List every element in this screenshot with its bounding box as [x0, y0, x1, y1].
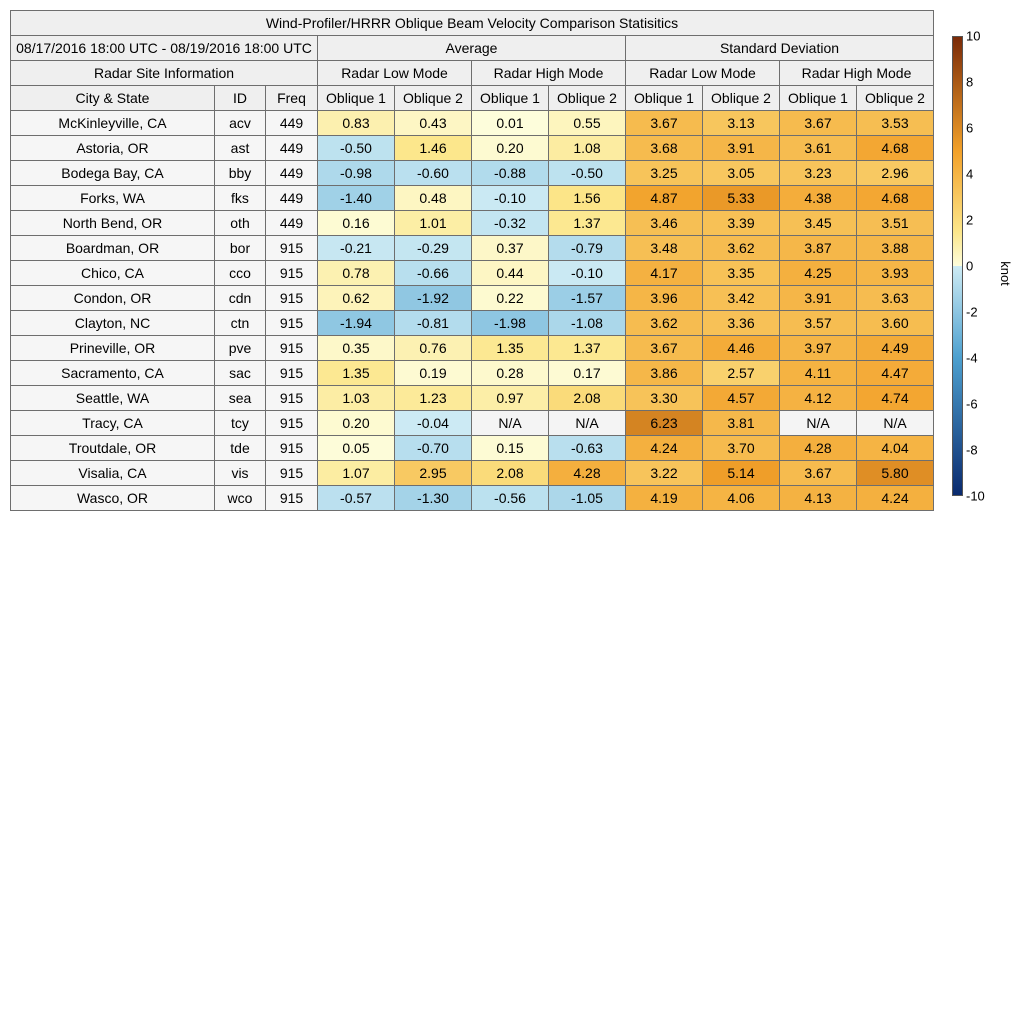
site-cell-id: bor [215, 236, 266, 261]
value-cell: 3.63 [857, 286, 934, 311]
mode-header-avg-high: Radar High Mode [472, 61, 626, 86]
value-cell: 0.55 [549, 111, 626, 136]
value-cell: 0.37 [472, 236, 549, 261]
value-cell: 1.23 [395, 386, 472, 411]
table-row [11, 186, 934, 211]
value-cell: N/A [780, 411, 857, 436]
value-cell: 3.25 [626, 161, 703, 186]
value-cell: 4.68 [857, 186, 934, 211]
value-cell: 0.78 [318, 261, 395, 286]
site-cell-freq: 915 [266, 311, 318, 336]
value-cell: 3.91 [703, 136, 780, 161]
value-cell: 2.96 [857, 161, 934, 186]
value-cell: 3.67 [626, 336, 703, 361]
value-cell: 4.87 [626, 186, 703, 211]
value-cell: -0.98 [318, 161, 395, 186]
value-cell: 3.96 [626, 286, 703, 311]
value-cell: 3.87 [780, 236, 857, 261]
value-cell: -1.57 [549, 286, 626, 311]
site-cell-freq: 449 [266, 136, 318, 161]
site-cell-name: Seattle, WA [11, 386, 215, 411]
value-cell: 4.17 [626, 261, 703, 286]
value-cell: 3.42 [703, 286, 780, 311]
value-cell: -0.10 [549, 261, 626, 286]
column-header: City & State [11, 86, 215, 111]
table-row [11, 286, 934, 311]
value-cell: -0.50 [318, 136, 395, 161]
site-cell-id: tcy [215, 411, 266, 436]
value-cell: 0.17 [549, 361, 626, 386]
value-cell: 3.97 [780, 336, 857, 361]
site-cell-freq: 915 [266, 261, 318, 286]
site-cell-name: North Bend, OR [11, 211, 215, 236]
table-row [11, 261, 934, 286]
group-std-header: Standard Deviation [626, 36, 934, 61]
site-cell-name: Chico, CA [11, 261, 215, 286]
value-cell: 0.05 [318, 436, 395, 461]
value-cell: 3.57 [780, 311, 857, 336]
site-cell-id: sea [215, 386, 266, 411]
value-cell: -1.92 [395, 286, 472, 311]
value-cell: -0.50 [549, 161, 626, 186]
value-cell: -0.70 [395, 436, 472, 461]
table-row [11, 161, 934, 186]
value-cell: -0.66 [395, 261, 472, 286]
column-header: Oblique 1 [472, 86, 549, 111]
value-cell: -0.21 [318, 236, 395, 261]
value-cell: -1.40 [318, 186, 395, 211]
value-cell: 1.07 [318, 461, 395, 486]
site-cell-id: sac [215, 361, 266, 386]
value-cell: -0.56 [472, 486, 549, 511]
value-cell: -0.79 [549, 236, 626, 261]
value-cell: 2.57 [703, 361, 780, 386]
site-cell-freq: 915 [266, 461, 318, 486]
value-cell: 3.86 [626, 361, 703, 386]
table-row [11, 386, 934, 411]
site-cell-id: cco [215, 261, 266, 286]
value-cell: 4.12 [780, 386, 857, 411]
value-cell: 4.04 [857, 436, 934, 461]
value-cell: 3.51 [857, 211, 934, 236]
value-cell: 3.70 [703, 436, 780, 461]
colorbar [952, 36, 963, 496]
value-cell: 1.03 [318, 386, 395, 411]
table-row [11, 236, 934, 261]
site-cell-id: tde [215, 436, 266, 461]
value-cell: 4.28 [780, 436, 857, 461]
column-header: Oblique 2 [703, 86, 780, 111]
value-cell: 0.43 [395, 111, 472, 136]
table-row [11, 136, 934, 161]
value-cell: 4.06 [703, 486, 780, 511]
value-cell: 3.05 [703, 161, 780, 186]
value-cell: 1.35 [318, 361, 395, 386]
colorbar-tick-label: 10 [966, 28, 981, 44]
value-cell: 3.23 [780, 161, 857, 186]
value-cell: 1.01 [395, 211, 472, 236]
table-row [11, 211, 934, 236]
value-cell: 4.74 [857, 386, 934, 411]
colorbar-tick-label: 0 [966, 258, 974, 274]
colorbar-tick-label: 6 [966, 120, 974, 136]
value-cell: 3.45 [780, 211, 857, 236]
site-cell-name: Wasco, OR [11, 486, 215, 511]
value-cell: 1.56 [549, 186, 626, 211]
value-cell: 3.60 [857, 311, 934, 336]
value-cell: 3.61 [780, 136, 857, 161]
value-cell: 5.80 [857, 461, 934, 486]
table-row [11, 436, 934, 461]
column-header: Freq [266, 86, 318, 111]
column-header: Oblique 2 [549, 86, 626, 111]
value-cell: -1.08 [549, 311, 626, 336]
value-cell: 4.46 [703, 336, 780, 361]
column-header: Oblique 1 [626, 86, 703, 111]
value-cell: 0.97 [472, 386, 549, 411]
value-cell: 3.81 [703, 411, 780, 436]
colorbar-tick-label: -6 [966, 396, 978, 412]
column-header: Oblique 1 [780, 86, 857, 111]
value-cell: 3.62 [626, 311, 703, 336]
site-cell-freq: 449 [266, 186, 318, 211]
value-cell: 4.49 [857, 336, 934, 361]
value-cell: 4.28 [549, 461, 626, 486]
value-cell: 4.11 [780, 361, 857, 386]
value-cell: N/A [472, 411, 549, 436]
site-cell-name: Tracy, CA [11, 411, 215, 436]
value-cell: 0.15 [472, 436, 549, 461]
table-title: Wind-Profiler/HRRR Oblique Beam Velocity Comparison Statisitics [11, 11, 934, 36]
value-cell: N/A [549, 411, 626, 436]
value-cell: 3.39 [703, 211, 780, 236]
value-cell: 0.16 [318, 211, 395, 236]
value-cell: 0.28 [472, 361, 549, 386]
colorbar-tick-label: -10 [966, 488, 985, 504]
mode-header-std-low: Radar Low Mode [626, 61, 780, 86]
value-cell: 4.25 [780, 261, 857, 286]
table-row [11, 336, 934, 361]
site-cell-name: Sacramento, CA [11, 361, 215, 386]
site-cell-id: ctn [215, 311, 266, 336]
value-cell: 3.91 [780, 286, 857, 311]
site-cell-id: wco [215, 486, 266, 511]
table-row [11, 461, 934, 486]
site-cell-freq: 449 [266, 211, 318, 236]
value-cell: 0.20 [318, 411, 395, 436]
column-header: Oblique 1 [318, 86, 395, 111]
value-cell: 2.95 [395, 461, 472, 486]
value-cell: 3.93 [857, 261, 934, 286]
value-cell: 3.67 [780, 461, 857, 486]
value-cell: 3.88 [857, 236, 934, 261]
site-cell-freq: 915 [266, 286, 318, 311]
site-cell-name: Astoria, OR [11, 136, 215, 161]
value-cell: 5.33 [703, 186, 780, 211]
value-cell: 3.67 [626, 111, 703, 136]
column-header: Oblique 2 [857, 86, 934, 111]
site-cell-freq: 449 [266, 111, 318, 136]
value-cell: 4.57 [703, 386, 780, 411]
column-header: Oblique 2 [395, 86, 472, 111]
colorbar-tick-label: 2 [966, 212, 974, 228]
value-cell: 0.22 [472, 286, 549, 311]
site-cell-name: Bodega Bay, CA [11, 161, 215, 186]
table-row [11, 311, 934, 336]
column-header: ID [215, 86, 266, 111]
value-cell: 0.83 [318, 111, 395, 136]
value-cell: 1.35 [472, 336, 549, 361]
value-cell: -0.29 [395, 236, 472, 261]
value-cell: 0.19 [395, 361, 472, 386]
site-cell-name: Prineville, OR [11, 336, 215, 361]
value-cell: 0.20 [472, 136, 549, 161]
value-cell: 4.47 [857, 361, 934, 386]
value-cell: -1.05 [549, 486, 626, 511]
value-cell: 5.14 [703, 461, 780, 486]
value-cell: -0.63 [549, 436, 626, 461]
site-cell-freq: 915 [266, 436, 318, 461]
value-cell: 0.62 [318, 286, 395, 311]
statistics-table [10, 10, 934, 511]
value-cell: 4.24 [626, 436, 703, 461]
value-cell: 4.68 [857, 136, 934, 161]
colorbar-tick-label: -4 [966, 350, 978, 366]
site-cell-name: Visalia, CA [11, 461, 215, 486]
value-cell: -0.32 [472, 211, 549, 236]
site-cell-id: pve [215, 336, 266, 361]
site-cell-name: McKinleyville, CA [11, 111, 215, 136]
value-cell: 3.30 [626, 386, 703, 411]
value-cell: 6.23 [626, 411, 703, 436]
table-row [11, 486, 934, 511]
site-cell-id: bby [215, 161, 266, 186]
value-cell: 3.46 [626, 211, 703, 236]
site-cell-freq: 915 [266, 361, 318, 386]
site-cell-id: acv [215, 111, 266, 136]
site-info-header: Radar Site Information [11, 61, 318, 86]
value-cell: 0.44 [472, 261, 549, 286]
date-range: 08/17/2016 18:00 UTC - 08/19/2016 18:00 UTC [11, 36, 318, 61]
value-cell: 1.37 [549, 211, 626, 236]
value-cell: 3.67 [780, 111, 857, 136]
value-cell: 4.24 [857, 486, 934, 511]
value-cell: 0.76 [395, 336, 472, 361]
table-row [11, 111, 934, 136]
site-cell-freq: 915 [266, 411, 318, 436]
value-cell: 3.22 [626, 461, 703, 486]
site-cell-name: Troutdale, OR [11, 436, 215, 461]
site-cell-id: fks [215, 186, 266, 211]
mode-header-avg-low: Radar Low Mode [318, 61, 472, 86]
value-cell: -0.57 [318, 486, 395, 511]
site-cell-freq: 449 [266, 161, 318, 186]
site-cell-freq: 915 [266, 486, 318, 511]
site-cell-name: Forks, WA [11, 186, 215, 211]
value-cell: 3.35 [703, 261, 780, 286]
value-cell: 3.62 [703, 236, 780, 261]
value-cell: -1.30 [395, 486, 472, 511]
value-cell: 1.37 [549, 336, 626, 361]
value-cell: -0.10 [472, 186, 549, 211]
colorbar-tick-label: -2 [966, 304, 978, 320]
site-cell-id: cdn [215, 286, 266, 311]
table-row [11, 411, 934, 436]
colorbar-tick-label: 4 [966, 166, 974, 182]
site-cell-freq: 915 [266, 236, 318, 261]
value-cell: 0.48 [395, 186, 472, 211]
value-cell: 1.08 [549, 136, 626, 161]
colorbar-tick-label: -8 [966, 442, 978, 458]
group-average-header: Average [318, 36, 626, 61]
value-cell: 0.01 [472, 111, 549, 136]
value-cell: -1.94 [318, 311, 395, 336]
value-cell: 2.08 [472, 461, 549, 486]
colorbar-tick-label: 8 [966, 74, 974, 90]
value-cell: 0.35 [318, 336, 395, 361]
value-cell: -0.88 [472, 161, 549, 186]
value-cell: 3.13 [703, 111, 780, 136]
colorbar-label: knot [997, 261, 1013, 286]
site-cell-id: vis [215, 461, 266, 486]
table-row [11, 361, 934, 386]
value-cell: N/A [857, 411, 934, 436]
site-cell-id: oth [215, 211, 266, 236]
mode-header-std-high: Radar High Mode [780, 61, 934, 86]
value-cell: 2.08 [549, 386, 626, 411]
value-cell: 4.19 [626, 486, 703, 511]
site-cell-name: Condon, OR [11, 286, 215, 311]
value-cell: -0.60 [395, 161, 472, 186]
value-cell: 4.38 [780, 186, 857, 211]
site-cell-freq: 915 [266, 336, 318, 361]
site-cell-name: Boardman, OR [11, 236, 215, 261]
value-cell: 3.68 [626, 136, 703, 161]
value-cell: -0.81 [395, 311, 472, 336]
value-cell: -1.98 [472, 311, 549, 336]
site-cell-id: ast [215, 136, 266, 161]
site-cell-freq: 915 [266, 386, 318, 411]
value-cell: 3.48 [626, 236, 703, 261]
value-cell: 1.46 [395, 136, 472, 161]
site-cell-name: Clayton, NC [11, 311, 215, 336]
value-cell: 4.13 [780, 486, 857, 511]
value-cell: 3.36 [703, 311, 780, 336]
value-cell: -0.04 [395, 411, 472, 436]
value-cell: 3.53 [857, 111, 934, 136]
